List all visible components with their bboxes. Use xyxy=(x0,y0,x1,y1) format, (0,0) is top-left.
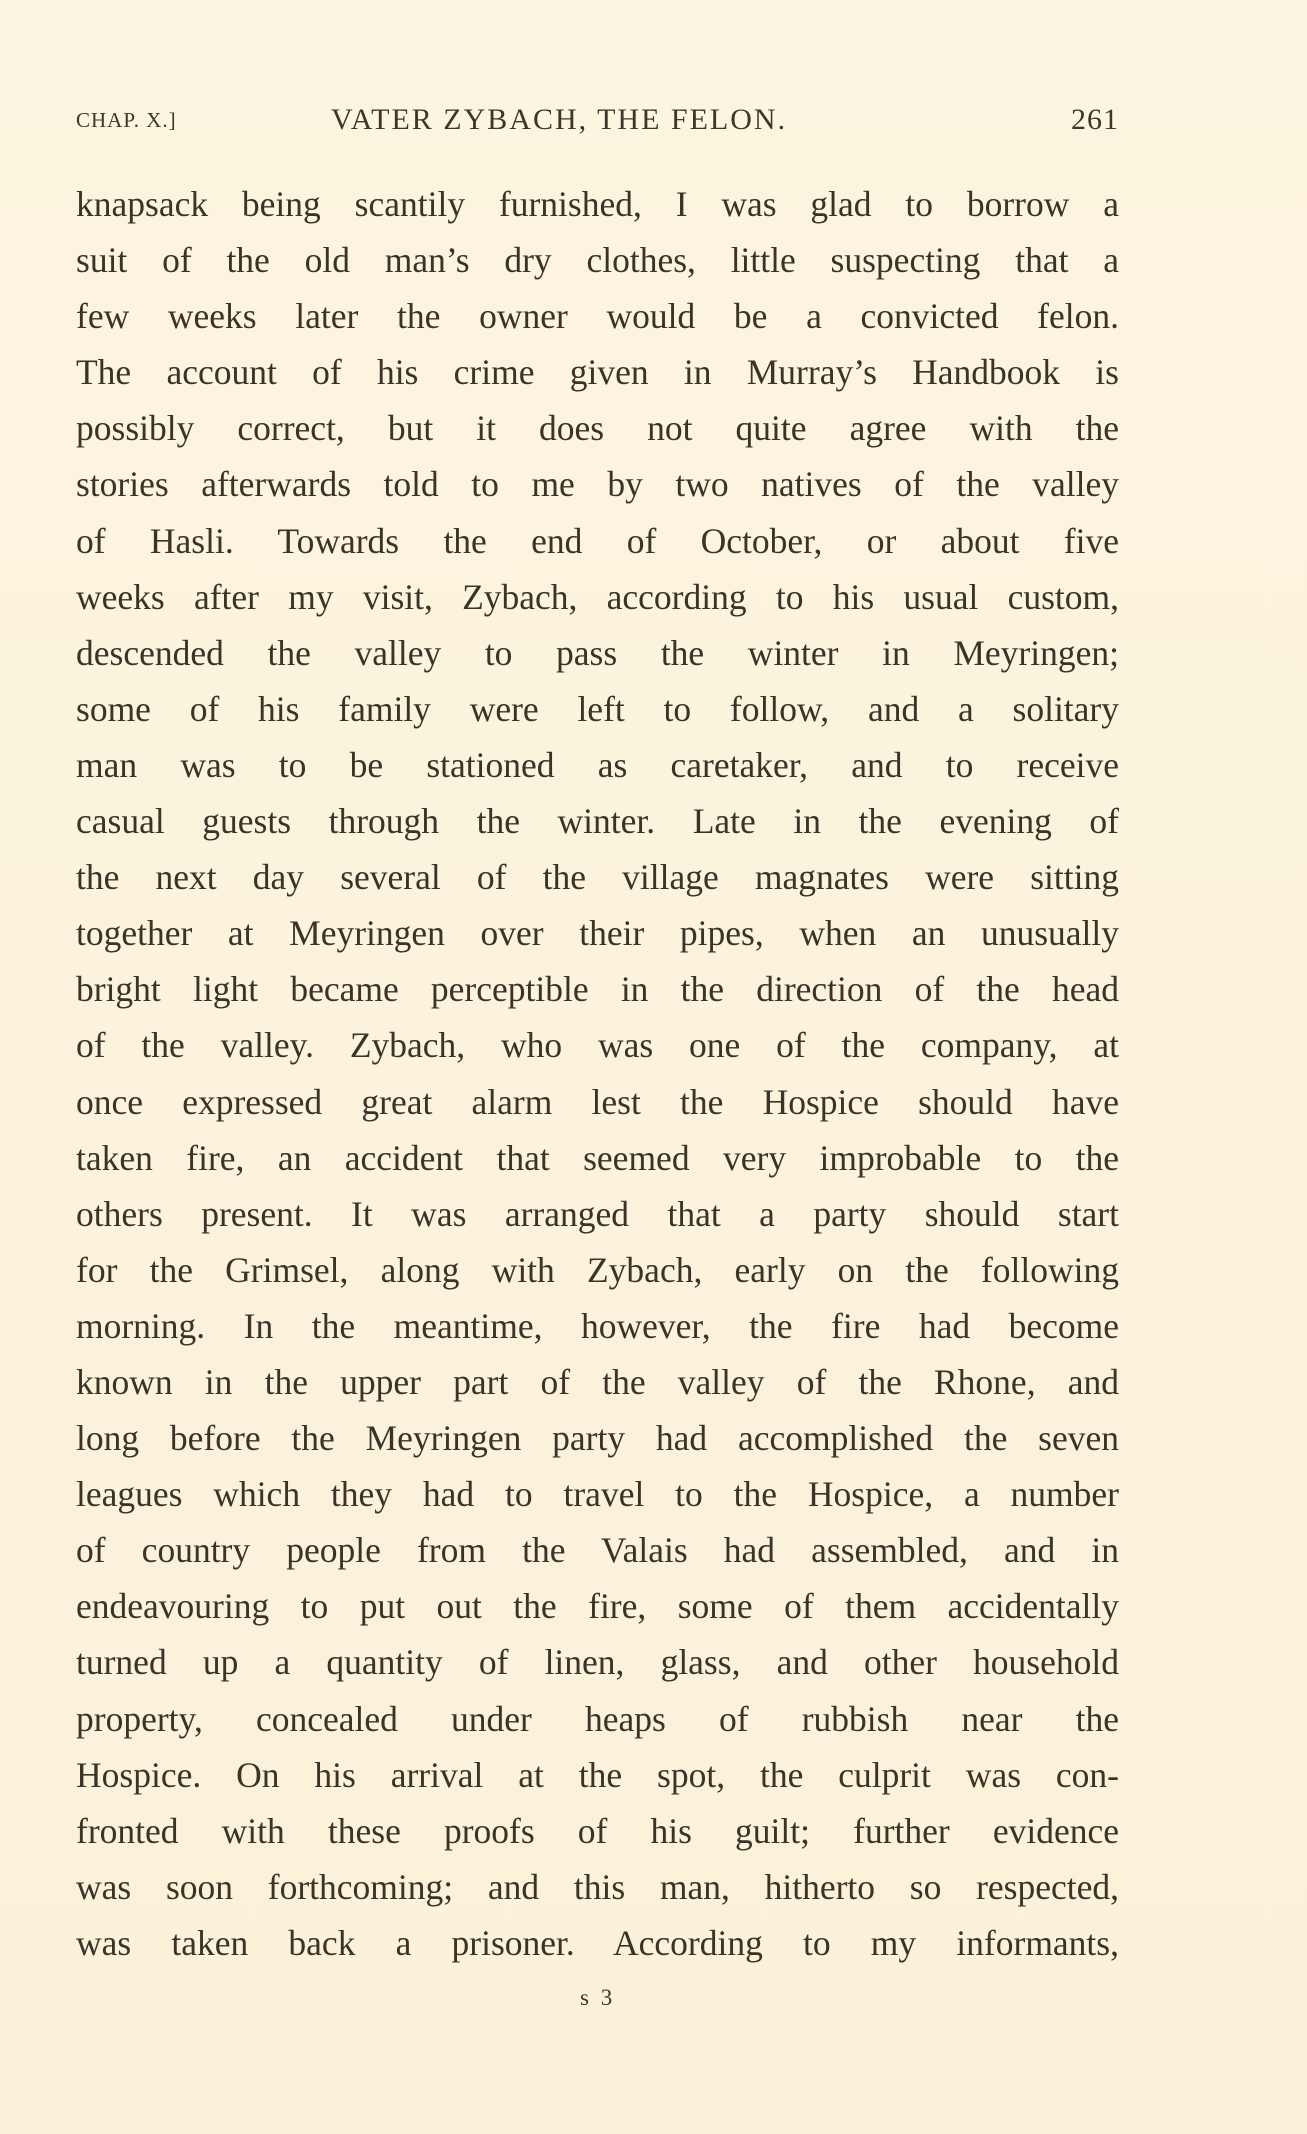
text-line: for the Grimsel, along with Zybach, early on the following xyxy=(76,1249,1119,1290)
text-line: together at Meyringen over their pipes, when an unusually xyxy=(76,913,1119,954)
text-line: The account of his crime given in Murray’s Handbook is xyxy=(76,352,1119,393)
signature-mark: s 3 xyxy=(580,1985,616,2010)
text-line: the next day several of the village magnates were sitting xyxy=(76,857,1119,898)
text-line: turned up a quantity of linen, glass, and other household xyxy=(76,1642,1119,1683)
text-line: of country people from the Valais had assembled, and in xyxy=(76,1530,1119,1571)
text-line: some of his family were left to follow, and a solitary xyxy=(76,688,1119,729)
text-line: weeks after my visit, Zybach, according to his usual custom, xyxy=(76,576,1119,617)
page-title: VATER ZYBACH, THE FELON. xyxy=(331,103,788,136)
text-line: suit of the old man’s dry clothes, little suspecting that a xyxy=(76,240,1119,281)
text-line: others present. It was arranged that a party should start xyxy=(76,1193,1119,1234)
text-line: property, concealed under heaps of rubbish near the xyxy=(76,1698,1119,1739)
text-line: morning. In the meantime, however, the fire had become xyxy=(76,1305,1119,1346)
text-line: was taken back a prisoner. According to my informants, xyxy=(76,1922,1119,1963)
chapter-label: CHAP. X.] xyxy=(76,108,177,132)
text-line: possibly correct, but it does not quite agree with the xyxy=(76,408,1119,449)
text-line: endeavouring to put out the fire, some of them accidentally xyxy=(76,1586,1119,1627)
text-line: Hospice. On his arrival at the spot, the culprit was con- xyxy=(76,1754,1119,1795)
text-line: man was to be stationed as caretaker, and to receive xyxy=(76,744,1119,785)
text-line: long before the Meyringen party had accomplished the seven xyxy=(76,1418,1119,1459)
text-line: of Hasli. Towards the end of October, or about five xyxy=(76,520,1119,561)
text-line: once expressed great alarm lest the Hospice should have xyxy=(76,1081,1119,1122)
text-line: of the valley. Zybach, who was one of the company, at xyxy=(76,1025,1119,1066)
text-line: was soon forthcoming; and this man, hitherto so respected, xyxy=(76,1866,1119,1907)
text-line: few weeks later the owner would be a convicted felon. xyxy=(76,296,1119,337)
text-line: known in the upper part of the valley of the Rhone, and xyxy=(76,1361,1119,1402)
text-line: leagues which they had to travel to the Hospice, a number xyxy=(76,1474,1119,1515)
text-line: taken fire, an accident that seemed very improbable to the xyxy=(76,1137,1119,1178)
body-text xyxy=(76,176,1119,1971)
text-line: casual guests through the winter. Late in the evening of xyxy=(76,801,1119,842)
text-line: fronted with these proofs of his guilt; further evidence xyxy=(76,1810,1119,1851)
page-number: 261 xyxy=(1071,103,1119,136)
text-line: knapsack being scantily furnished, I was glad to borrow a xyxy=(76,184,1119,224)
text-line: bright light became perceptible in the direction of the head xyxy=(76,969,1119,1010)
text-line: stories afterwards told to me by two natives of the valley xyxy=(76,464,1119,505)
running-head xyxy=(76,103,1119,143)
text-line: descended the valley to pass the winter in Meyringen; xyxy=(76,632,1119,673)
